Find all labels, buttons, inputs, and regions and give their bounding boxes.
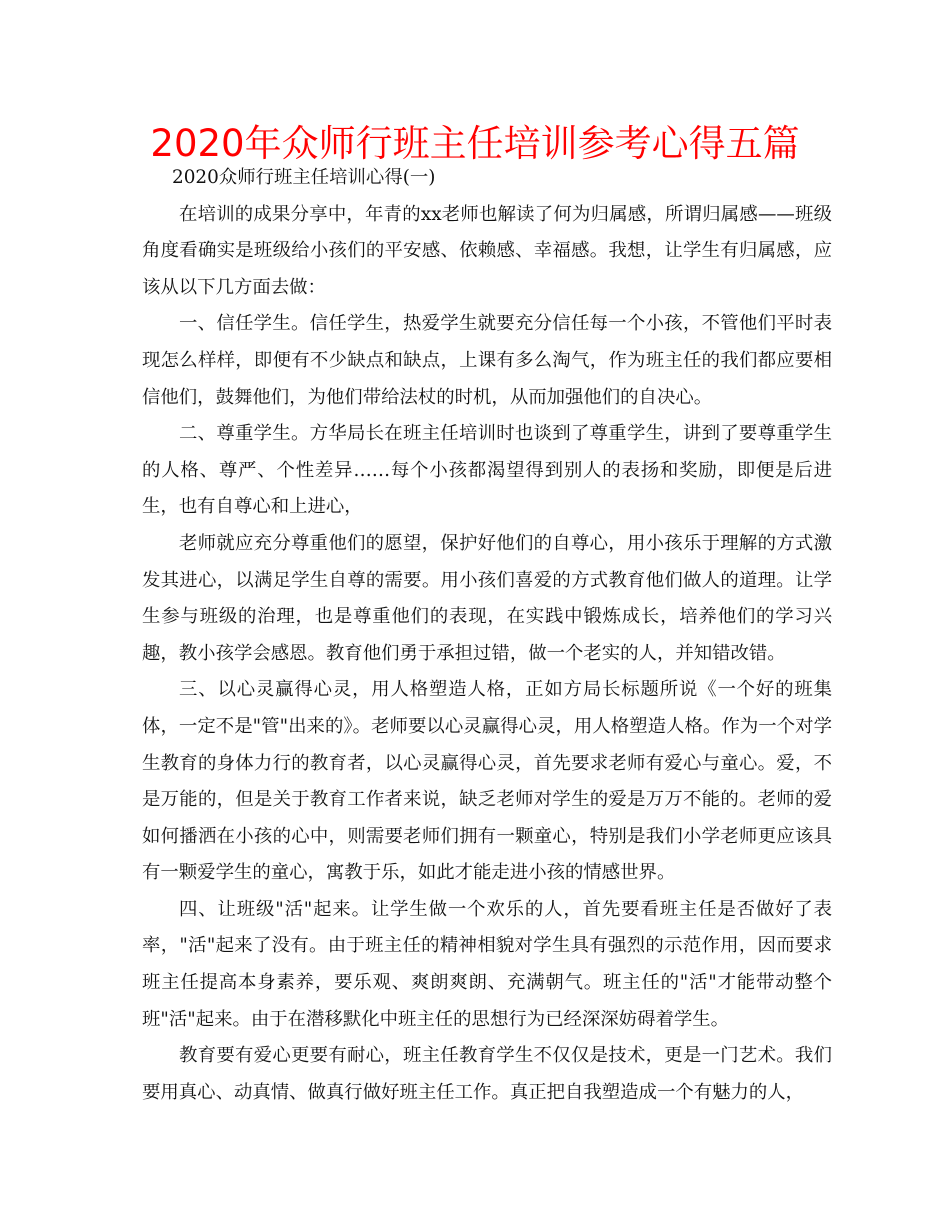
paragraph: 四、让班级"活"起来。让学生做一个欢乐的人，首先要看班主任是否做好了表率，"活"起来了没有。由于班主任的精神相貌对学生具有强烈的示范作用，因而要求班主任提高本身素养，要乐观、爽朗爽朗、充满朝气。班主任的"活"才能带动整个班"活"起来。由于在潜移默化中班主任的思想行为已经深深妨碍着学生。: [142, 898, 832, 1030]
section-subtitle: 2020众师行班主任培训心得(一): [172, 167, 436, 188]
paragraph: 老师就应充分尊重他们的愿望，保护好他们的自尊心，用小孩乐于理解的方式激发其进心，以满足学生自尊的需要。用小孩们喜爱的方式教育他们做人的道理。让学生参与班级的治理，也是尊重他们的表现，在实践中锻炼成长，培养他们的学习兴趣，教小孩学会感恩。教育他们勇于承担过错，做一个老实的人，并知错改错。: [142, 532, 832, 664]
paragraph: 二、尊重学生。方华局长在班主任培训时也谈到了尊重学生，讲到了要尊重学生的人格、尊严、个性差异……每个小孩都渴望得到别人的表扬和奖励，即便是后进生，也有自尊心和上进心，: [142, 423, 832, 518]
document-body: [142, 160, 832, 1111]
document-title: 2020年众师行班主任培训参考心得五篇: [150, 122, 800, 165]
paragraph: 教育要有爱心更要有耐心，班主任教育学生不仅仅是技术，更是一门艺术。我们要用真心、动真情、做真行做好班主任工作。真正把自我塑造成一个有魅力的人，: [142, 1045, 832, 1103]
paragraph: 三、以心灵赢得心灵，用人格塑造人格，正如方局长标题所说《一个好的班集体，一定不是"管"出来的》。老师要以心灵赢得心灵，用人格塑造人格。作为一个对学生教育的身体力行的教育者，以心灵赢得心灵，首先要求老师有爱心与童心。爱，不是万能的，但是关于教育工作者来说，缺乏老师对学生的爱是万万不能的。老师的爱如何播洒在小孩的心中，则需要老师们拥有一颗童心，特别是我们小学老师更应该具有一颗爱学生的童心，寓教于乐，如此才能走进小孩的情感世界。: [142, 679, 832, 884]
paragraph: 一、信任学生。信任学生，热爱学生就要充分信任每一个小孩，不管他们平时表现怎么样样，即便有不少缺点和缺点，上课有多么淘气，作为班主任的我们都应要相信他们，鼓舞他们，为他们带给法杖的时机，从而加强他们的自决心。: [142, 313, 832, 408]
paragraph: 在培训的成果分享中，年青的xx老师也解读了何为归属感，所谓归属感——班级角度看确实是班级给小孩们的平安感、依赖感、幸福感。我想，让学生有归属感，应该从以下几方面去做：: [142, 203, 832, 298]
